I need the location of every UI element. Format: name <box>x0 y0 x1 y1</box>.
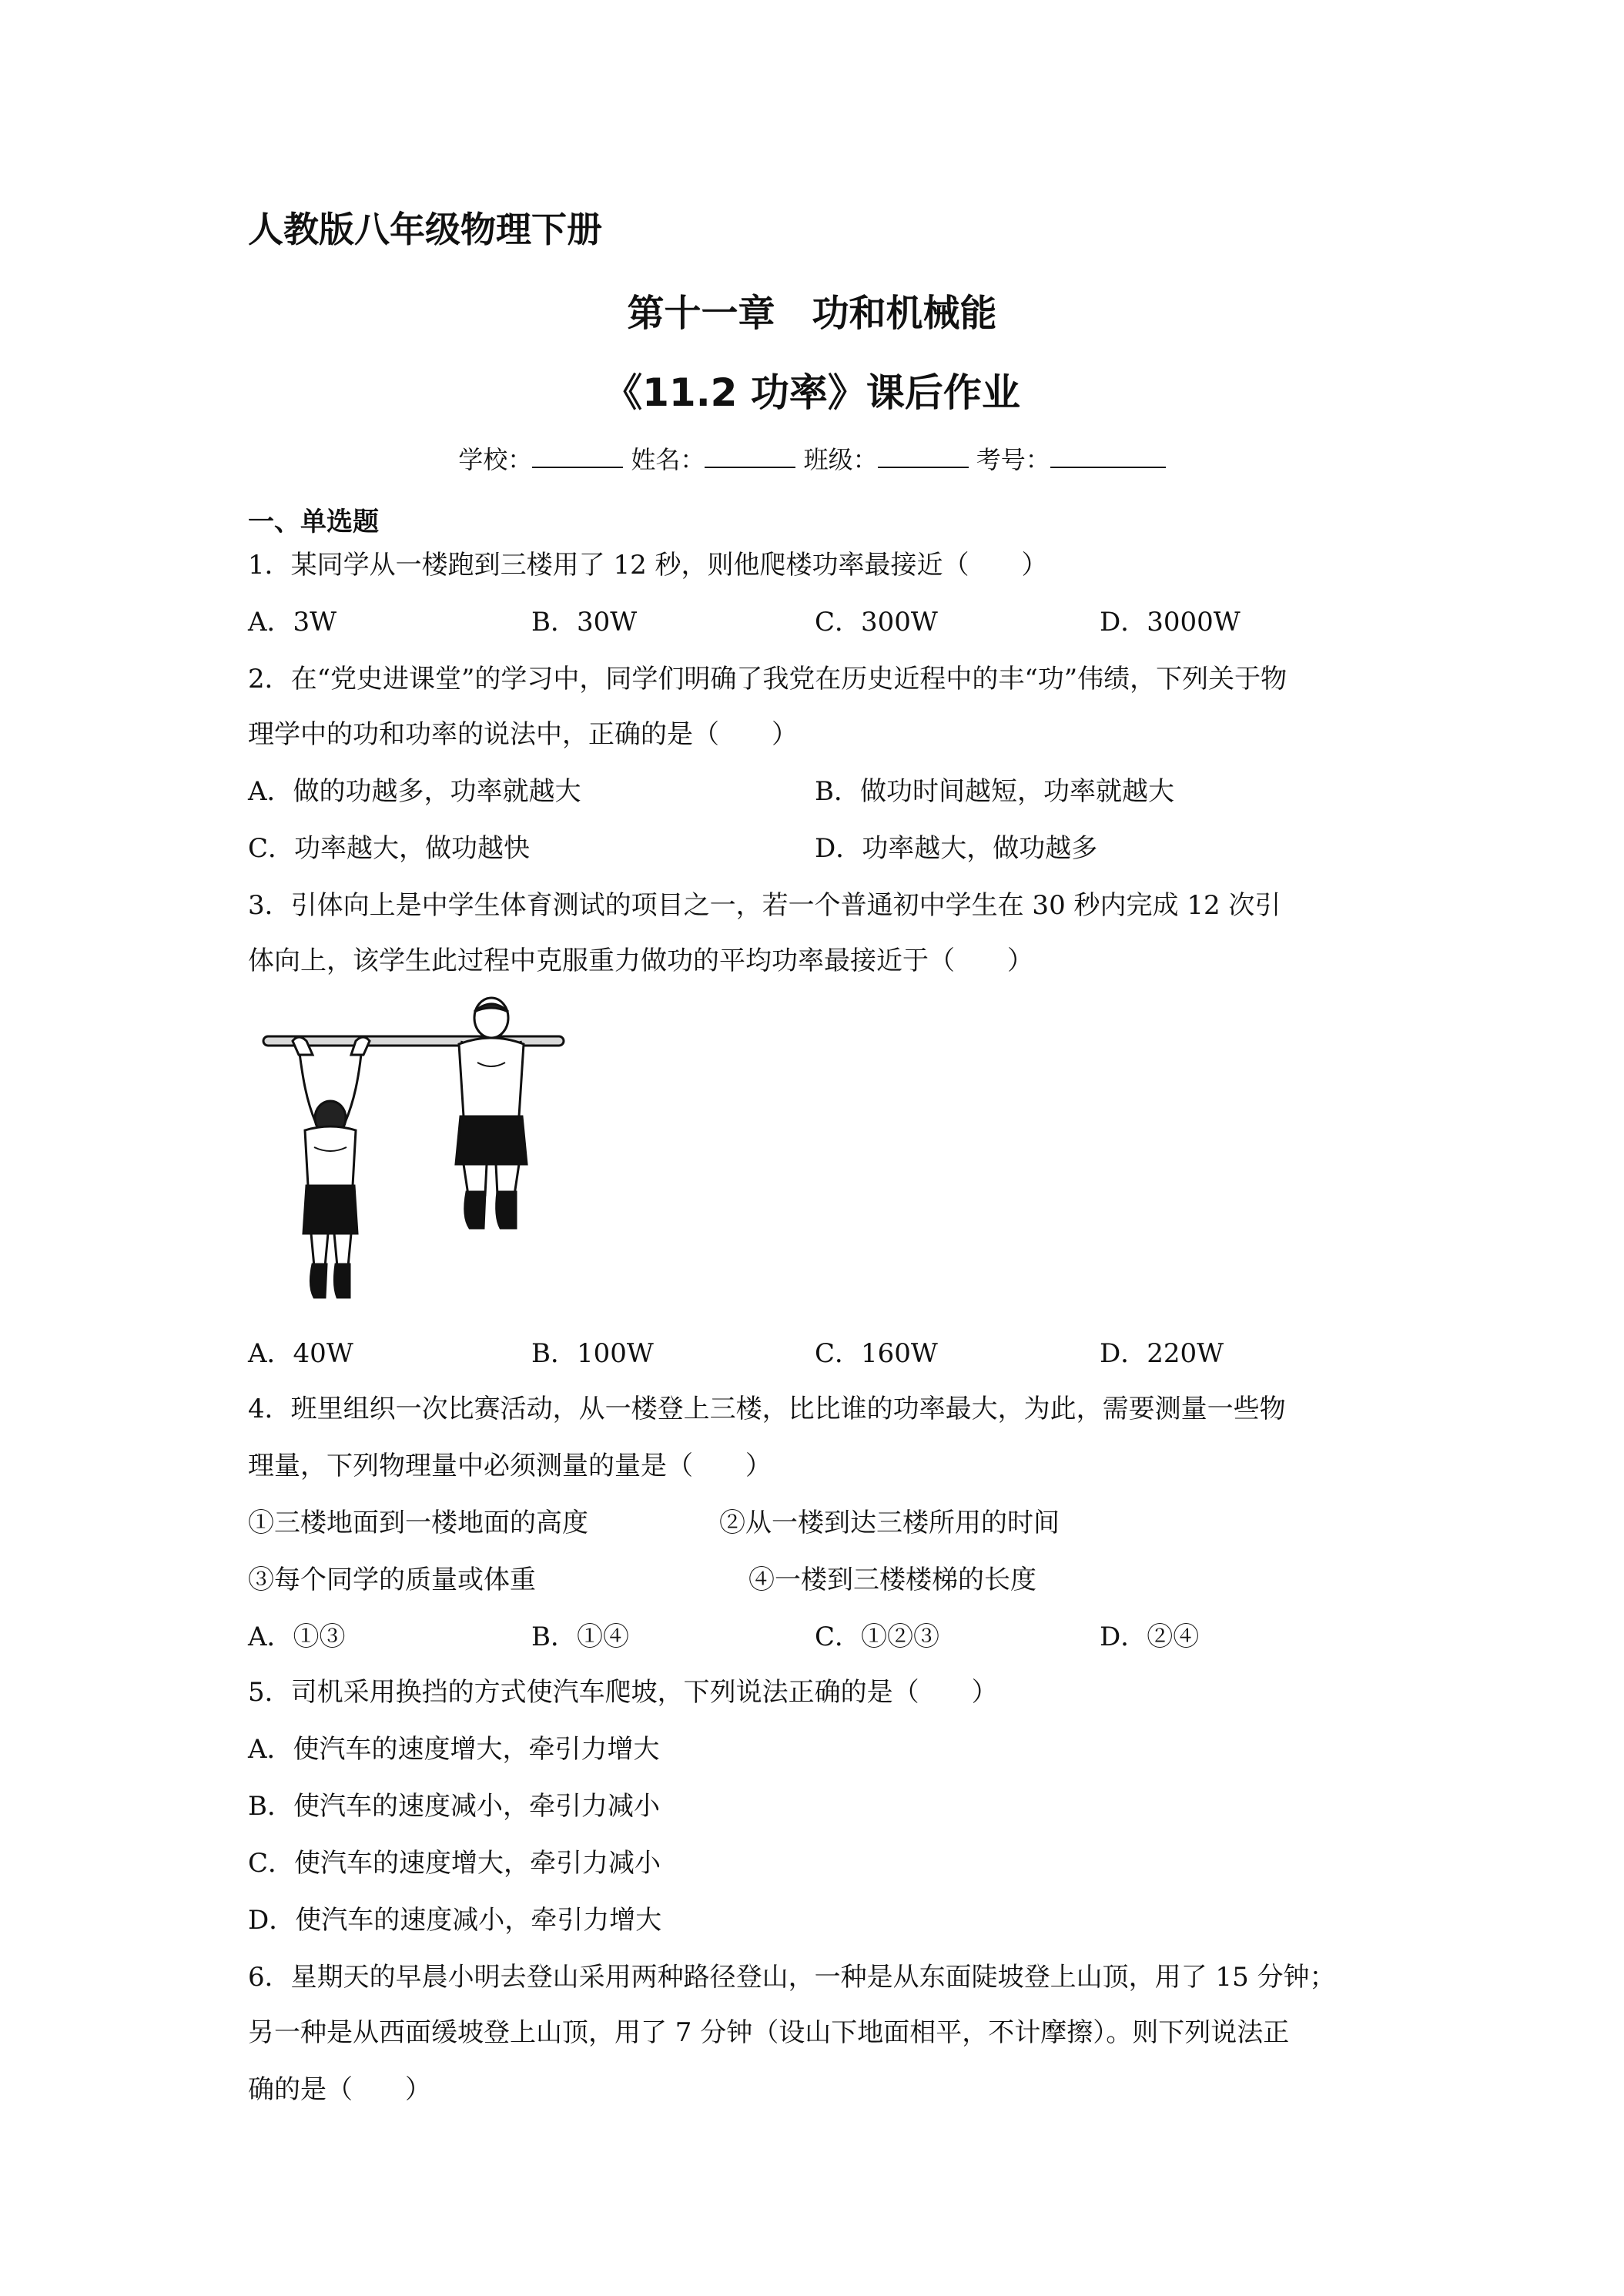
lesson-title: 《11.2 功率》课后作业 <box>604 370 1020 415</box>
q6-stem-line1: 6．星期天的早晨小明去登山采用两种路径登山，一种是从东面陡坡登上山顶，用了 15 分钟； <box>248 1962 1336 1993</box>
book-title: 人教版八年级物理下册 <box>248 209 602 250</box>
q2-stem-line2: 理学中的功和功率的说法中，正确的是（ ） <box>248 719 798 750</box>
school-blank[interactable] <box>532 443 623 468</box>
chapter-title: 第十一章 功和机械能 <box>627 292 997 335</box>
q2-option-a: A．做的功越多，功率就越大 <box>248 776 581 807</box>
q2-option-c: C．功率越大，做功越快 <box>248 833 531 864</box>
q2-stem-line1: 2．在“党史进课堂”的学习中，同学们明确了我党在历史近程中的丰“功”伟绩，下列关于物 <box>248 664 1287 694</box>
hanging-person <box>293 1037 370 1297</box>
q5-option-b: B．使汽车的速度减小，牵引力减小 <box>248 1791 660 1822</box>
q1-option-c: C．300W <box>815 607 938 638</box>
q4-item-3: ③每个同学的质量或体重 <box>248 1565 536 1595</box>
q2-option-b: B．做功时间越短，功率就越大 <box>815 776 1174 807</box>
name-label: 姓名： <box>631 445 705 474</box>
q4-item-2: ②从一楼到达三楼所用的时间 <box>719 1508 1060 1538</box>
q4-item-1: ①三楼地面到一楼地面的高度 <box>248 1508 588 1538</box>
q4-option-d: D．②④ <box>1100 1622 1200 1652</box>
class-label: 班级： <box>803 445 878 474</box>
section-heading: 一、单选题 <box>248 507 379 537</box>
student-info-row <box>0 440 1624 476</box>
q3-option-c: C．160W <box>815 1338 938 1369</box>
q2-option-d: D．功率越大，做功越多 <box>815 833 1098 864</box>
q3-option-b: B．100W <box>531 1338 654 1369</box>
q3-option-d: D．220W <box>1100 1338 1224 1369</box>
pull-up-illustration <box>260 993 568 1317</box>
q5-option-c: C．使汽车的速度增大，牵引力减小 <box>248 1848 661 1879</box>
school-label: 学校： <box>458 445 533 474</box>
q5-stem: 5．司机采用换挡的方式使汽车爬坡，下列说法正确的是（ ） <box>248 1677 998 1708</box>
q3-option-a: A．40W <box>248 1338 353 1369</box>
q4-option-a: A．①③ <box>248 1622 346 1652</box>
class-blank[interactable] <box>878 443 969 468</box>
name-blank[interactable] <box>705 443 795 468</box>
q4-item-4: ④一楼到三楼楼梯的长度 <box>748 1565 1036 1595</box>
q3-stem-line1: 3．引体向上是中学生体育测试的项目之一，若一个普通初中学生在 30 秒内完成 12 次引 <box>248 890 1281 921</box>
q4-option-b: B．①④ <box>531 1622 629 1652</box>
q1-stem: 1．某同学从一楼跑到三楼用了 12 秒，则他爬楼功率最接近（ ） <box>248 550 1048 581</box>
q5-option-a: A．使汽车的速度增大，牵引力增大 <box>248 1734 660 1765</box>
q1-option-b: B．30W <box>531 607 638 638</box>
pulled-up-person <box>456 998 527 1228</box>
q4-stem-line2: 理量，下列物理量中必须测量的量是（ ） <box>248 1451 772 1481</box>
q3-stem-line2: 体向上，该学生此过程中克服重力做功的平均功率最接近于（ ） <box>248 946 1033 976</box>
exam-no-label: 考号： <box>976 445 1050 474</box>
q1-option-a: A．3W <box>248 607 337 638</box>
q4-stem-line1: 4．班里组织一次比赛活动，从一楼登上三楼，比比谁的功率最大，为此，需要测量一些物 <box>248 1394 1286 1424</box>
exam-no-blank[interactable] <box>1050 443 1166 468</box>
q5-option-d: D．使汽车的速度减小，牵引力增大 <box>248 1905 662 1936</box>
q1-option-d: D．3000W <box>1100 607 1241 638</box>
q6-stem-line2: 另一种是从西面缓坡登上山顶，用了 7 分钟（设山下地面相平，不计摩擦）。则下列说法正 <box>248 2017 1290 2048</box>
q4-option-c: C．①②③ <box>815 1622 940 1652</box>
q6-stem-line3: 确的是（ ） <box>248 2074 431 2105</box>
